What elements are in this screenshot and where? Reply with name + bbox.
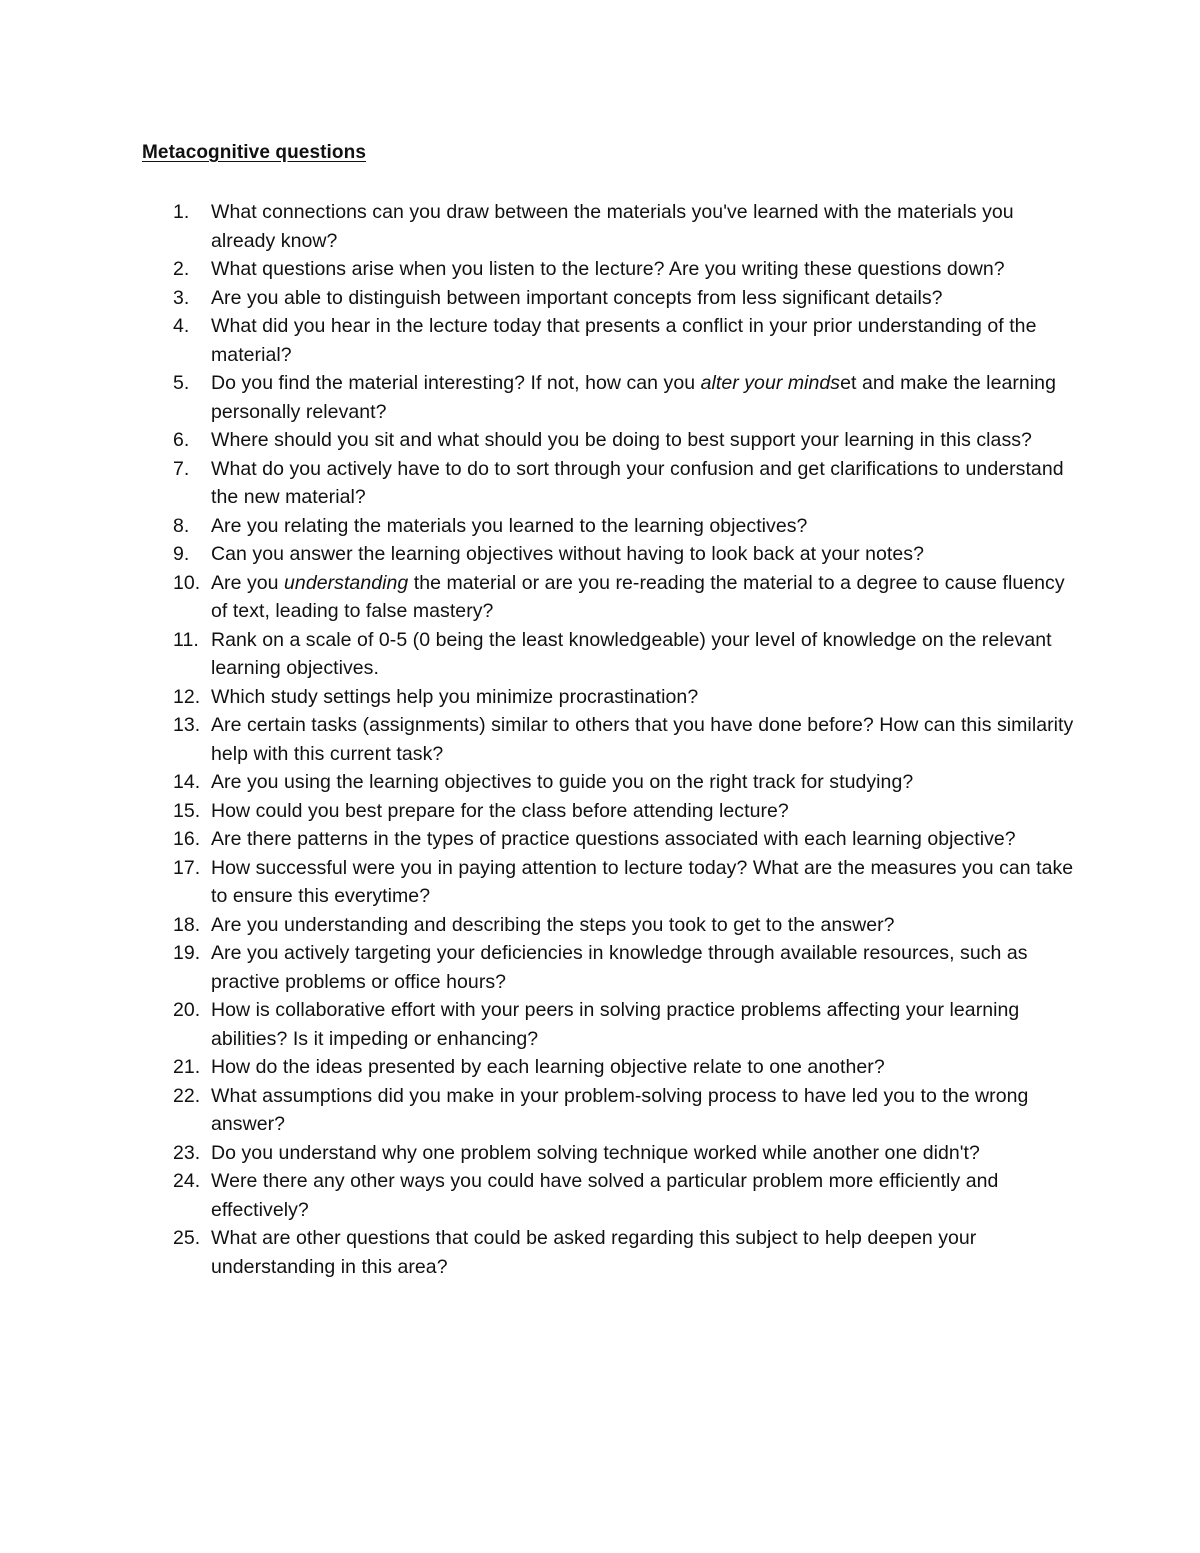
question-number-label: 6. — [173, 429, 190, 451]
question-text-segment: Where should you sit and what should you be doing to best support your learning in this class? — [211, 429, 1032, 451]
question-text — [211, 711, 1082, 768]
question-number — [142, 369, 211, 426]
question-number-label: 11. — [173, 628, 199, 651]
question-emphasis: understanding — [284, 571, 409, 594]
question-number — [142, 768, 211, 797]
question-text-segment: What are other questions that could be asked regarding this subject to help deepen your understanding in this area? — [211, 1227, 977, 1278]
question-item — [142, 1139, 1082, 1168]
question-number — [142, 854, 211, 911]
question-number — [142, 1082, 211, 1139]
question-number-label: 19. — [173, 942, 201, 964]
question-number — [142, 198, 211, 255]
question-number-label: 13. — [173, 714, 201, 736]
question-item — [142, 683, 1082, 712]
question-text-segment: Are there patterns in the types of practice questions associated with each learning objective? — [211, 828, 1016, 850]
question-text — [211, 426, 1082, 455]
question-list — [142, 198, 1082, 1281]
question-number — [142, 1167, 211, 1224]
question-number-label: 16. — [173, 828, 201, 850]
question-text — [211, 198, 1082, 255]
question-item — [142, 512, 1082, 541]
question-text-segment: et and make the learning personally relevant? — [211, 372, 1056, 423]
question-item — [142, 369, 1082, 426]
question-text — [211, 768, 1082, 797]
question-text-segment: Are you using the learning objectives to guide you on the right track for studying? — [211, 771, 914, 793]
question-number-label: 24. — [173, 1170, 201, 1192]
question-text-segment: How successful were you in paying attention to lecture today? What are the measures you can take to ensure this everytime? — [211, 856, 1074, 907]
question-number-label: 3. — [173, 286, 190, 309]
question-item — [142, 255, 1082, 284]
question-item — [142, 797, 1082, 826]
question-item — [142, 198, 1082, 255]
question-text-segment: Are certain tasks (assignments) similar to others that you have done before? How can this similarity help with this current task? — [211, 714, 1074, 765]
question-text — [211, 569, 1082, 626]
question-item — [142, 1167, 1082, 1224]
question-text-segment: Are you understanding and describing the steps you took to get to the answer? — [211, 913, 895, 936]
question-text-segment: Do you understand why one problem solving technique worked while another one didn't? — [211, 1141, 980, 1164]
question-text-segment: Were there any other ways you could have solved a particular problem more efficiently and effectively? — [211, 1170, 999, 1221]
question-number-label: 20. — [173, 999, 201, 1021]
question-number — [142, 426, 211, 455]
question-item — [142, 768, 1082, 797]
question-number — [142, 626, 211, 683]
question-number — [142, 939, 211, 996]
question-text — [211, 996, 1082, 1053]
question-text-segment: the material or are you re-reading the material to a degree to cause fluency of text, leading to false mastery? — [211, 571, 1065, 622]
question-number — [142, 1139, 211, 1168]
question-text-segment: Are you actively targeting your deficiencies in knowledge through available resources, such as practive problems or office hours? — [211, 942, 1028, 993]
question-text-segment: Which study settings help you minimize procrastination? — [211, 685, 699, 708]
question-text-segment: Are you — [211, 571, 285, 594]
question-number — [142, 1224, 211, 1281]
question-number-label: 21. — [173, 1056, 201, 1078]
question-text — [211, 911, 1082, 940]
question-number-label: 23. — [173, 1141, 201, 1164]
question-number — [142, 255, 211, 284]
question-text — [211, 312, 1082, 369]
question-item — [142, 1082, 1082, 1139]
question-text-segment: Do you find the material interesting? If not, how can you — [211, 372, 701, 394]
question-number — [142, 540, 211, 569]
question-item — [142, 626, 1082, 683]
question-number-label: 25. — [173, 1227, 201, 1249]
question-number — [142, 569, 211, 626]
question-text — [211, 1053, 1082, 1082]
question-item — [142, 569, 1082, 626]
question-text — [211, 1224, 1082, 1281]
question-number-label: 18. — [173, 913, 201, 936]
question-number — [142, 683, 211, 712]
question-text — [211, 1139, 1082, 1168]
question-item — [142, 426, 1082, 455]
question-item — [142, 825, 1082, 854]
question-number — [142, 797, 211, 826]
question-number — [142, 825, 211, 854]
question-item — [142, 312, 1082, 369]
question-item — [142, 455, 1082, 512]
question-item — [142, 996, 1082, 1053]
question-number-label: 15. — [173, 799, 201, 822]
question-number — [142, 911, 211, 940]
question-number — [142, 455, 211, 512]
question-number-label: 14. — [173, 771, 201, 793]
question-item — [142, 911, 1082, 940]
question-number-label: 9. — [173, 543, 190, 565]
question-number — [142, 1053, 211, 1082]
question-text-segment: Are you relating the materials you learned to the learning objectives? — [211, 514, 808, 537]
question-number-label: 1. — [173, 201, 190, 223]
question-item — [142, 1053, 1082, 1082]
question-number — [142, 284, 211, 313]
question-item — [142, 711, 1082, 768]
question-text — [211, 255, 1082, 284]
question-item — [142, 854, 1082, 911]
question-text-segment: What do you actively have to do to sort through your confusion and get clarifications to understand the new material? — [211, 457, 1064, 508]
question-number — [142, 512, 211, 541]
question-number-label: 8. — [173, 514, 190, 537]
question-text — [211, 512, 1082, 541]
question-text — [211, 284, 1082, 313]
question-text-segment: Can you answer the learning objectives without having to look back at your notes? — [211, 543, 924, 565]
question-text — [211, 1082, 1082, 1139]
question-text-segment: How could you best prepare for the class before attending lecture? — [211, 799, 789, 822]
question-number-label: 17. — [173, 856, 201, 879]
question-number — [142, 996, 211, 1053]
question-number-label: 5. — [173, 372, 190, 394]
question-number — [142, 312, 211, 369]
question-text — [211, 797, 1082, 826]
question-text — [211, 1167, 1082, 1224]
question-item — [142, 540, 1082, 569]
question-emphasis: alter your minds — [700, 372, 841, 394]
question-text-segment: What connections can you draw between the materials you've learned with the materials you already know? — [211, 201, 1014, 252]
question-item — [142, 939, 1082, 996]
question-text-segment: What questions arise when you listen to the lecture? Are you writing these questions down? — [211, 258, 1005, 280]
question-text — [211, 369, 1082, 426]
question-text — [211, 540, 1082, 569]
question-item — [142, 284, 1082, 313]
question-text-segment: What assumptions did you make in your problem-solving process to have led you to the wrong answer? — [211, 1084, 1029, 1135]
question-text-segment: How do the ideas presented by each learning objective relate to one another? — [211, 1056, 885, 1078]
question-number-label: 7. — [173, 457, 190, 480]
question-item — [142, 1224, 1082, 1281]
question-text — [211, 626, 1082, 683]
question-number-label: 12. — [173, 685, 201, 708]
question-text — [211, 455, 1082, 512]
question-number-label: 10. — [173, 571, 201, 594]
question-text-segment: Rank on a scale of 0-5 (0 being the least knowledgeable) your level of knowledge on the relevant learning objectives. — [211, 628, 1052, 679]
question-text-segment: Are you able to distinguish between important concepts from less significant details? — [211, 286, 943, 309]
question-text — [211, 683, 1082, 712]
question-text — [211, 854, 1082, 911]
question-number-label: 2. — [173, 258, 190, 280]
question-number-label: 22. — [173, 1084, 201, 1107]
question-number-label: 4. — [173, 315, 190, 337]
question-text — [211, 825, 1082, 854]
question-text-segment: How is collaborative effort with your peers in solving practice problems affecting your learning abilities? Is it impeding or enhancing? — [211, 999, 1020, 1050]
question-number — [142, 711, 211, 768]
question-text-segment: What did you hear in the lecture today that presents a conflict in your prior understanding of the material? — [211, 315, 1037, 366]
page-title: Metacognitive questions — [142, 142, 367, 163]
question-text — [211, 939, 1082, 996]
